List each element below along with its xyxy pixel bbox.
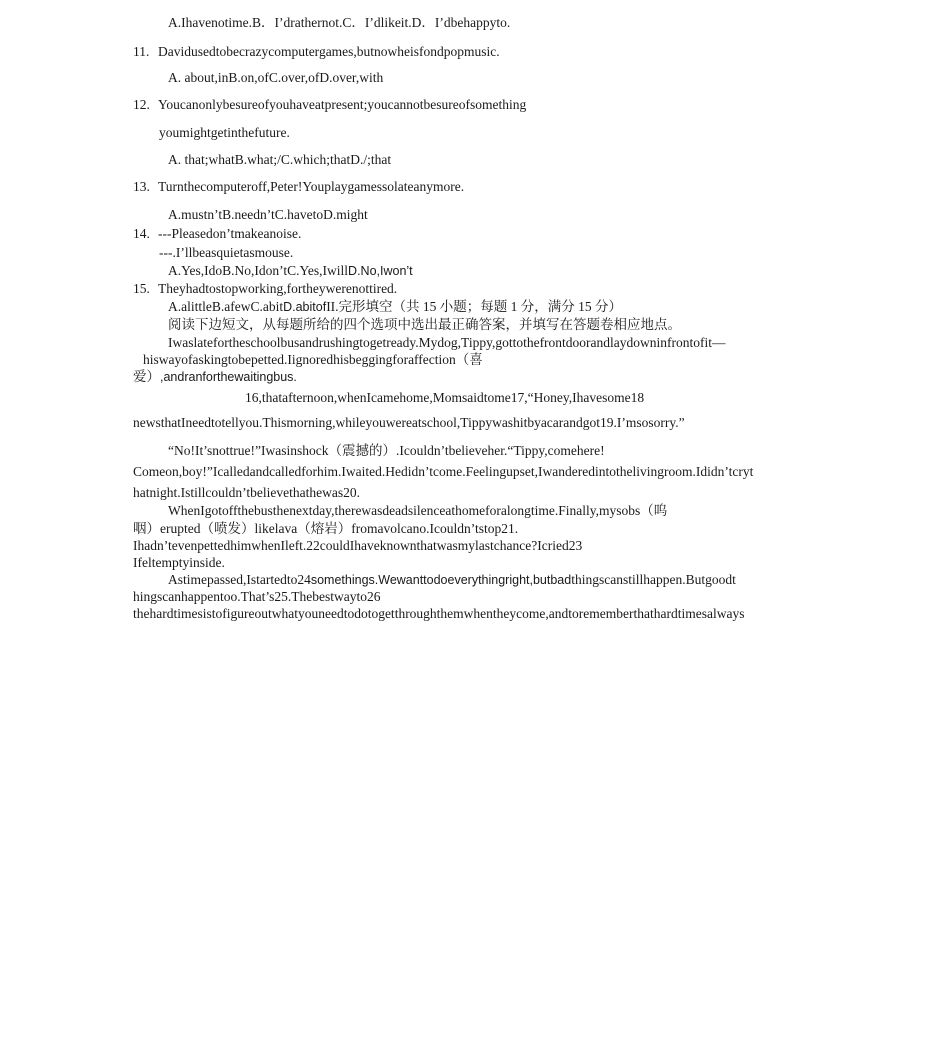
passage-line — [133, 369, 297, 385]
q12-text: Youcanonlybesureofyouhaveatpresent;youcannotbesureofsomething — [158, 97, 527, 112]
q14-option-d: D.No,Iwon’t — [348, 264, 413, 278]
q11-question — [133, 44, 500, 60]
q14-question — [133, 226, 301, 242]
passage-line — [168, 572, 736, 588]
q15-options-and-section-heading — [168, 299, 622, 315]
passage-text: WhenIgotoffthebusthenextday,therewasdeadsilenceathomeforalongtime.Finally,mysobs（呜 — [168, 503, 668, 518]
passage-text: hiswayofaskingtobepetted.Iignoredhisbeggingforaffection（喜 — [143, 352, 483, 367]
passage-text: Ifeltemptyinside. — [133, 555, 225, 570]
q12-options-text: A. that;whatB.what;/C.which;thatD./;that — [168, 152, 392, 167]
q15-question — [133, 281, 397, 297]
passage-line — [133, 606, 744, 622]
q11-text: Davidusedtobecrazycomputergames,butnowheisfondpopmusic. — [158, 44, 500, 59]
q13-number: 13. — [133, 179, 150, 194]
q15-text: Theyhadtostopworking,fortheywerenottired. — [158, 281, 398, 296]
cloze-instructions-text: 阅读下边短文，从每题所给的四个选项中选出最正确答案，并填写在答题卷相应地点。 — [168, 317, 681, 332]
passage-line — [133, 464, 753, 480]
passage-line — [133, 521, 518, 537]
passage-text: thingscanstillhappen.Butgoodt — [571, 572, 736, 587]
passage-text-sans: ,andranforthewaitingbus. — [160, 370, 297, 384]
q14-number: 14. — [133, 226, 150, 241]
passage-line — [245, 390, 644, 406]
passage-text-sans: somethings.Wewanttodoeverythingright,butbad — [310, 573, 572, 587]
passage-text: 16,thatafternoon,whenIcamehome,Momsaidtome17,“Honey,Ihavesome18 — [245, 390, 645, 405]
passage-text: Comeon,boy!”Icalledandcalledforhim.Iwaited.Hedidn’tcome.Feelingupset,Iwanderedintothelivingroom.Ididn’tcryt — [133, 464, 754, 479]
q13-options — [168, 207, 368, 223]
q11-options-text: A. about,inB.on,ofC.over,ofD.over,with — [168, 70, 384, 85]
passage-line — [133, 589, 380, 605]
cloze-instructions — [168, 317, 681, 333]
passage-line — [168, 335, 726, 351]
q13-options-text: A.mustn’tB.needn’tC.havetoD.might — [168, 207, 368, 222]
passage-text: Ihadn’tevenpettedhimwhenIleft.22couldIhaveknownthatwasmylastchance?Icried23 — [133, 538, 583, 553]
q10-options — [168, 15, 510, 31]
section-heading-cloze: II.完形填空（共 15 小题；每题 1 分，满分 15 分） — [326, 299, 623, 314]
q13-text: Turnthecomputeroff,Peter!Youplaygamessolateanymore. — [158, 179, 465, 194]
q14-options — [168, 263, 413, 279]
q11-number: 11. — [133, 44, 150, 59]
q14-text: ---Pleasedon’tmakeanoise. — [158, 226, 302, 241]
passage-line — [143, 352, 483, 368]
q12-options — [168, 152, 391, 168]
q15-options-text: A.alittleB.afewC.abit — [168, 299, 284, 314]
q12-text-cont: youmightgetinthefuture. — [159, 125, 290, 140]
q15-option-d: D.abitof — [283, 300, 327, 314]
passage-text: newsthatIneedtotellyou.Thismorning,whileyouwereatschool,Tippywashitbyacarandgot19.I’msosorry.” — [133, 415, 685, 430]
passage-text: Iwaslatefortheschoolbusandrushingtogetready.Mydog,Tippy,gottothefrontdoorandlaydowninfrontofit— — [168, 335, 726, 350]
passage-text: 咽）erupted（喷发）likelava（熔岩）fromavolcano.Icouldn’tstop21. — [133, 521, 519, 536]
passage-line — [133, 538, 582, 554]
passage-text: hatnight.Istillcouldn’tbelievethathewas20. — [133, 485, 360, 500]
passage-text: Astimepassed,Istartedto24 — [168, 572, 311, 587]
passage-line — [168, 503, 667, 519]
passage-text: “No!It’snottrue!”Iwasinshock（震撼的）.Icouldn’tbelieveher.“Tippy,comehere! — [168, 443, 605, 458]
q13-question — [133, 179, 464, 195]
q10-options-text: A.Ihavenotime.B．I’drathernot.C．I’dlikeit.D．I’dbehappyto. — [168, 15, 511, 30]
q14-options-text: A.Yes,IdoB.No,Idon’tC.Yes,Iwill — [168, 263, 349, 278]
passage-text: hingscanhappentoo.That’s25.Thebestwayto26 — [133, 589, 381, 604]
passage-line — [133, 415, 685, 431]
passage-line — [133, 485, 360, 501]
passage-text: thehardtimesistofigureoutwhatyouneedtodotogetthroughthemwhentheycome,andtorememberthathardtimesalways — [133, 606, 745, 621]
q15-number: 15. — [133, 281, 150, 296]
q14-reply-text: ---.I’llbeasquietasmouse. — [159, 245, 294, 260]
passage-line — [133, 555, 225, 571]
q12-number: 12. — [133, 97, 150, 112]
q12-question-cont — [159, 125, 290, 141]
passage-text: 爱） — [133, 369, 160, 384]
q11-options — [168, 70, 383, 86]
passage-line — [168, 443, 605, 459]
q14-reply — [159, 245, 293, 261]
q12-question — [133, 97, 526, 113]
